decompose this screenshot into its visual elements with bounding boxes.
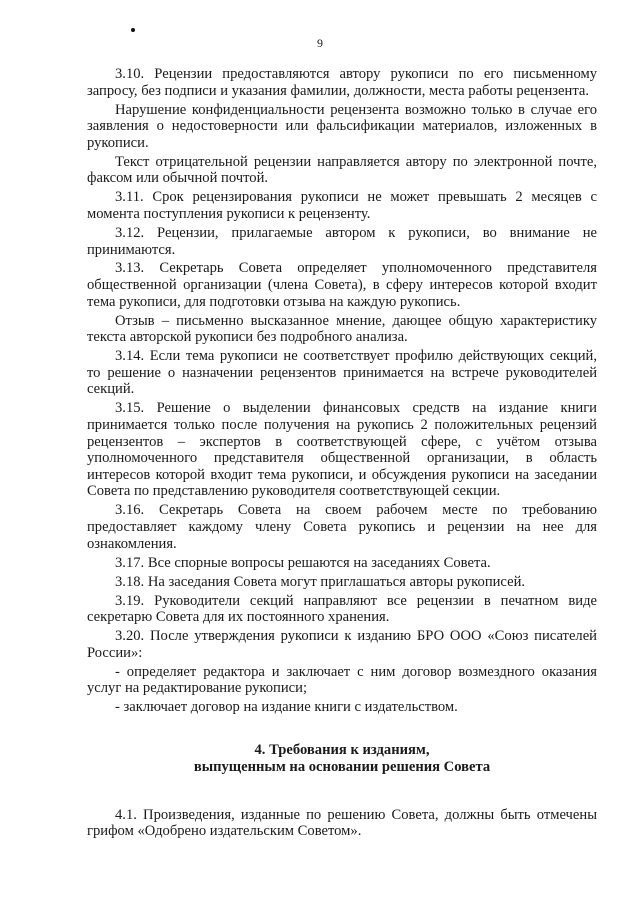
paragraph-3-13: 3.13. Секретарь Совета определяет уполномоченного представителя общественной организации (члена Совета), в сферу интересов которой входит тема рукописи, для подготовки отзыва на каждую рукопись.: [87, 260, 597, 310]
paragraph-3-18: 3.18. На заседания Совета могут приглашаться авторы рукописей.: [115, 573, 526, 590]
paragraph-3-19: 3.19. Руководители секций направляют все рецензии в печатном виде секретарю Совета для их постоянного хранения.: [87, 592, 597, 626]
paragraph-4-1: 4.1. Произведения, изданные по решению Совета, должны быть отмечены грифом «Одобрено издательским Советом».: [87, 806, 597, 840]
paragraph-3-15: 3.15. Решение о выделении финансовых средств на издание книги принимается только после получения на рукопись 2 положительных рецензий рецензентов – экспертов в соответствующей сфере, с учётом отзыва уполномоченного представителя общественной организации, в область интересов которой входит тема рукописи, и обсуждения рукописи на заседании Совета по представлению руководителя соответствующей секции.: [87, 400, 597, 500]
document-body: [87, 66, 597, 842]
paragraph-review-definition: Отзыв – письменно высказанное мнение, дающее общую характеристику текста авторской рукописи без подробного анализа.: [87, 312, 597, 346]
section-heading-line1: 4. Требования к изданиям,: [254, 741, 430, 758]
page-number: 9: [317, 36, 323, 50]
paragraph-3-16: 3.16. Секретарь Совета на своем рабочем месте по требованию предоставляет каждому члену Совета рукопись и рецензии на нее для ознакомления.: [87, 502, 597, 552]
paragraph-3-17: 3.17. Все спорные вопросы решаются на заседаниях Совета.: [115, 554, 491, 571]
scan-speck: [131, 28, 135, 32]
paragraph-3-20: 3.20. После утверждения рукописи к изданию БРО ООО «Союз писателей России»:: [87, 628, 597, 661]
paragraph-3-14: 3.14. Если тема рукописи не соответствует профилю действующих секций, то решение о назначении рецензентов принимается на встрече руководителей секций.: [87, 348, 597, 398]
section-heading: [87, 742, 597, 777]
paragraph-3-12: 3.12. Рецензии, прилагаемые автором к рукописи, во внимание не принимаются.: [87, 224, 597, 258]
paragraph-negative-review: Текст отрицательной рецензии направляется автору по электронной почте, факсом или обычной почтой.: [87, 153, 597, 187]
paragraph-3-10: 3.10. Рецензии предоставляются автору рукописи по его письменному запросу, без подписи и указания фамилии, должности, места работы рецензента.: [87, 66, 597, 99]
list-item-editor: - определяет редактора и заключает с ним договор возмездного оказания услуг на редактирование рукописи;: [87, 663, 597, 697]
section-heading-line2: выпущенным на основании решения Совета: [193, 759, 491, 776]
paragraph-3-11: 3.11. Срок рецензирования рукописи не может превышать 2 месяцев с момента поступления рукописи к рецензенту.: [87, 189, 597, 222]
paragraph-confidentiality: Нарушение конфиденциальности рецензента возможно только в случае его заявления о недостоверности или фальсификации материалов, изложенных в рукописи.: [87, 101, 597, 151]
list-item-publisher: - заключает договор на издание книги с издательством.: [115, 699, 458, 716]
